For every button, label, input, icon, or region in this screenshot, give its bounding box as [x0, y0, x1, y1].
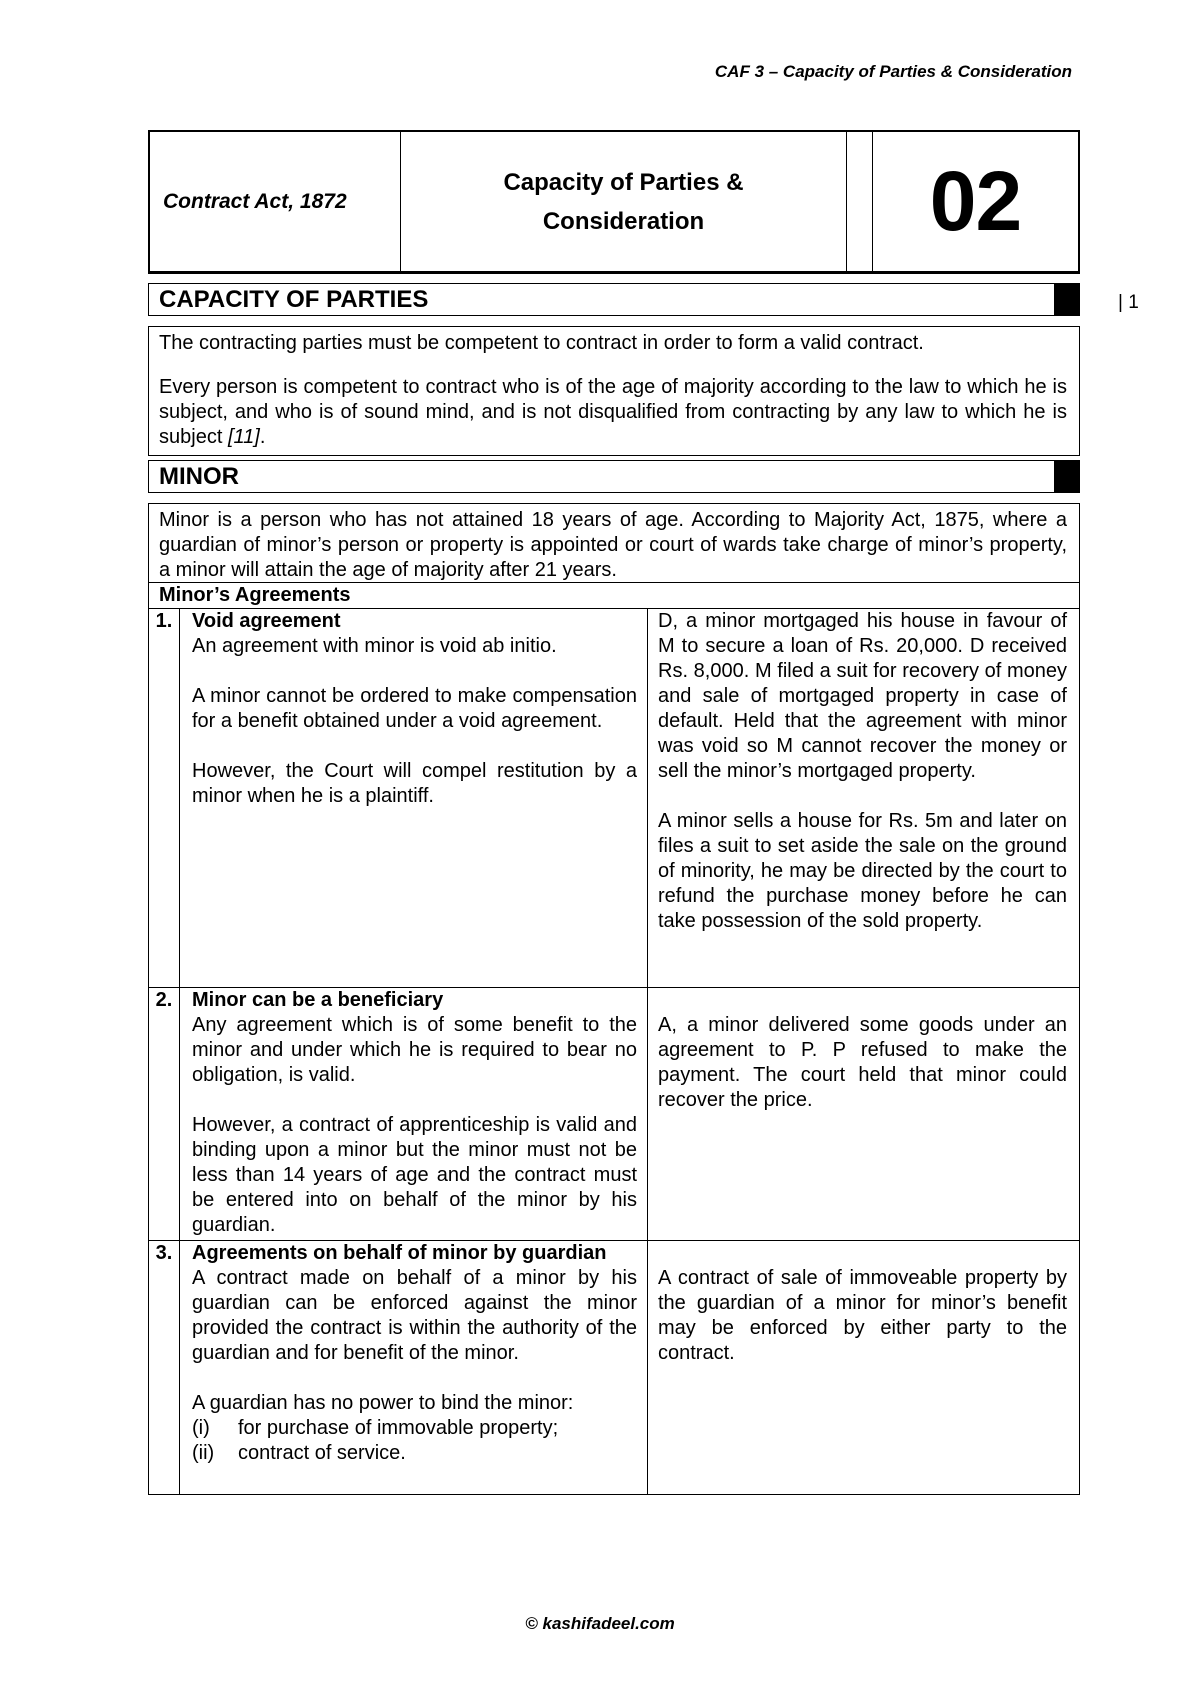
rule-paragraph: A guardian has no power to bind the minor: [192, 1392, 574, 1414]
minor-intro-box [148, 503, 1080, 583]
list-item [192, 1416, 637, 1441]
rule-title: Agreements on behalf of minor by guardian [192, 1242, 607, 1264]
row-number: 3. [149, 1241, 180, 1495]
example-paragraph: A contract of sale of immoveable property by the guardian of a minor for minor’s benefit may be enforced by either party to the contract. [658, 1267, 1067, 1364]
copyright-footer: © kashifadeel.com [525, 1614, 675, 1633]
section-heading-label: MINOR [159, 463, 239, 490]
list-text: for purchase of immovable property; [238, 1417, 559, 1439]
table-row [149, 1241, 1080, 1495]
section-marker-block [1054, 460, 1080, 493]
list-text: contract of service. [238, 1442, 406, 1464]
rule-cell [180, 988, 648, 1241]
list-item [192, 1441, 637, 1466]
row-number: 2. [149, 988, 180, 1241]
section-heading-label: CAPACITY OF PARTIES [159, 286, 429, 313]
rule-cell [180, 1241, 648, 1495]
table-heading: Minor’s Agreements [149, 583, 1080, 609]
capacity-para-2-text: Every person is competent to contract who is of the age of majority according to the law to which he is subject, and who is of sound mind, and is not disqualified from contracting by any law to which he is subject [159, 376, 1067, 448]
table-heading-row [149, 583, 1080, 609]
section-marker-block [1054, 283, 1080, 316]
rule-title: Minor can be a beneficiary [192, 989, 444, 1011]
rule-cell [180, 609, 648, 988]
capacity-text-box [148, 326, 1080, 456]
rule-paragraph: An agreement with minor is void ab initio. [192, 635, 557, 657]
rule-paragraph: Any agreement which is of some benefit to the minor and under which he is required to bear no obligation, is valid. [192, 1014, 637, 1086]
chapter-topic-line2: Consideration [542, 207, 705, 235]
rule-paragraph: However, the Court will compel restitution by a minor when he is a plaintiff. [192, 760, 637, 807]
row-number: 1. [149, 609, 180, 988]
minors-agreements-table [148, 582, 1080, 1495]
act-name: Contract Act, 1872 [150, 132, 401, 271]
table-row [149, 988, 1080, 1241]
list-marker: (i) [192, 1417, 210, 1439]
example-cell [648, 609, 1080, 988]
chapter-number: 02 [929, 154, 1022, 248]
table-row [149, 609, 1080, 988]
example-cell [648, 988, 1080, 1241]
rule-paragraph: A minor cannot be ordered to make compensation for a benefit obtained under a void agreement. [192, 685, 637, 732]
rule-title: Void agreement [192, 610, 341, 632]
chapter-topic [401, 132, 847, 271]
chapter-title-box [148, 130, 1080, 274]
section-reference: [11] [227, 426, 260, 448]
list-marker: (ii) [192, 1442, 215, 1464]
example-paragraph: A, a minor delivered some goods under an agreement to P. P refused to make the payment. The court held that minor could recover the price. [658, 1014, 1067, 1111]
example-paragraph: D, a minor mortgaged his house in favour of M to secure a loan of Rs. 20,000. D received Rs. 8,000. M filed a suit for recovery of money and sale of mortgaged property in case of default. Held that the agreement with minor was void so M cannot recover the money or sell the minor’s mortgaged property. [658, 610, 1067, 782]
running-header: CAF 3 – Capacity of Parties & Consideration [714, 62, 1072, 81]
chapter-topic-line1: Capacity of Parties & [503, 168, 744, 196]
capacity-para-2 [159, 375, 1067, 450]
capacity-para-2-end: . [259, 426, 266, 448]
page-number: | 1 [1118, 292, 1139, 313]
guardian-limits-list [192, 1416, 637, 1466]
example-cell [648, 1241, 1080, 1495]
title-divider [847, 132, 873, 271]
rule-paragraph: A contract made on behalf of a minor by his guardian can be enforced against the minor provided the contract is within the authority of the guardian and for benefit of the minor. [192, 1267, 637, 1364]
rule-paragraph: However, a contract of apprenticeship is valid and binding upon a minor but the minor must not be less than 14 years of age and the contract must be entered into on behalf of the minor by his guardian. [192, 1114, 637, 1236]
minor-intro: Minor is a person who has not attained 18 years of age. According to Majority Act, 1875, where a guardian of minor’s person or property is appointed or court of wards take charge of minor’s property, a minor will attain the age of majority after 21 years. [159, 509, 1067, 581]
example-paragraph: A minor sells a house for Rs. 5m and later on files a suit to set aside the sale on the ground of minority, he may be directed by the court to refund the purchase money before he can take possession of the sold property. [658, 810, 1067, 932]
section-heading-minor [148, 460, 1080, 493]
capacity-para-1: The contracting parties must be competent to contract in order to form a valid contract. [159, 332, 924, 354]
section-heading-capacity [148, 283, 1080, 316]
